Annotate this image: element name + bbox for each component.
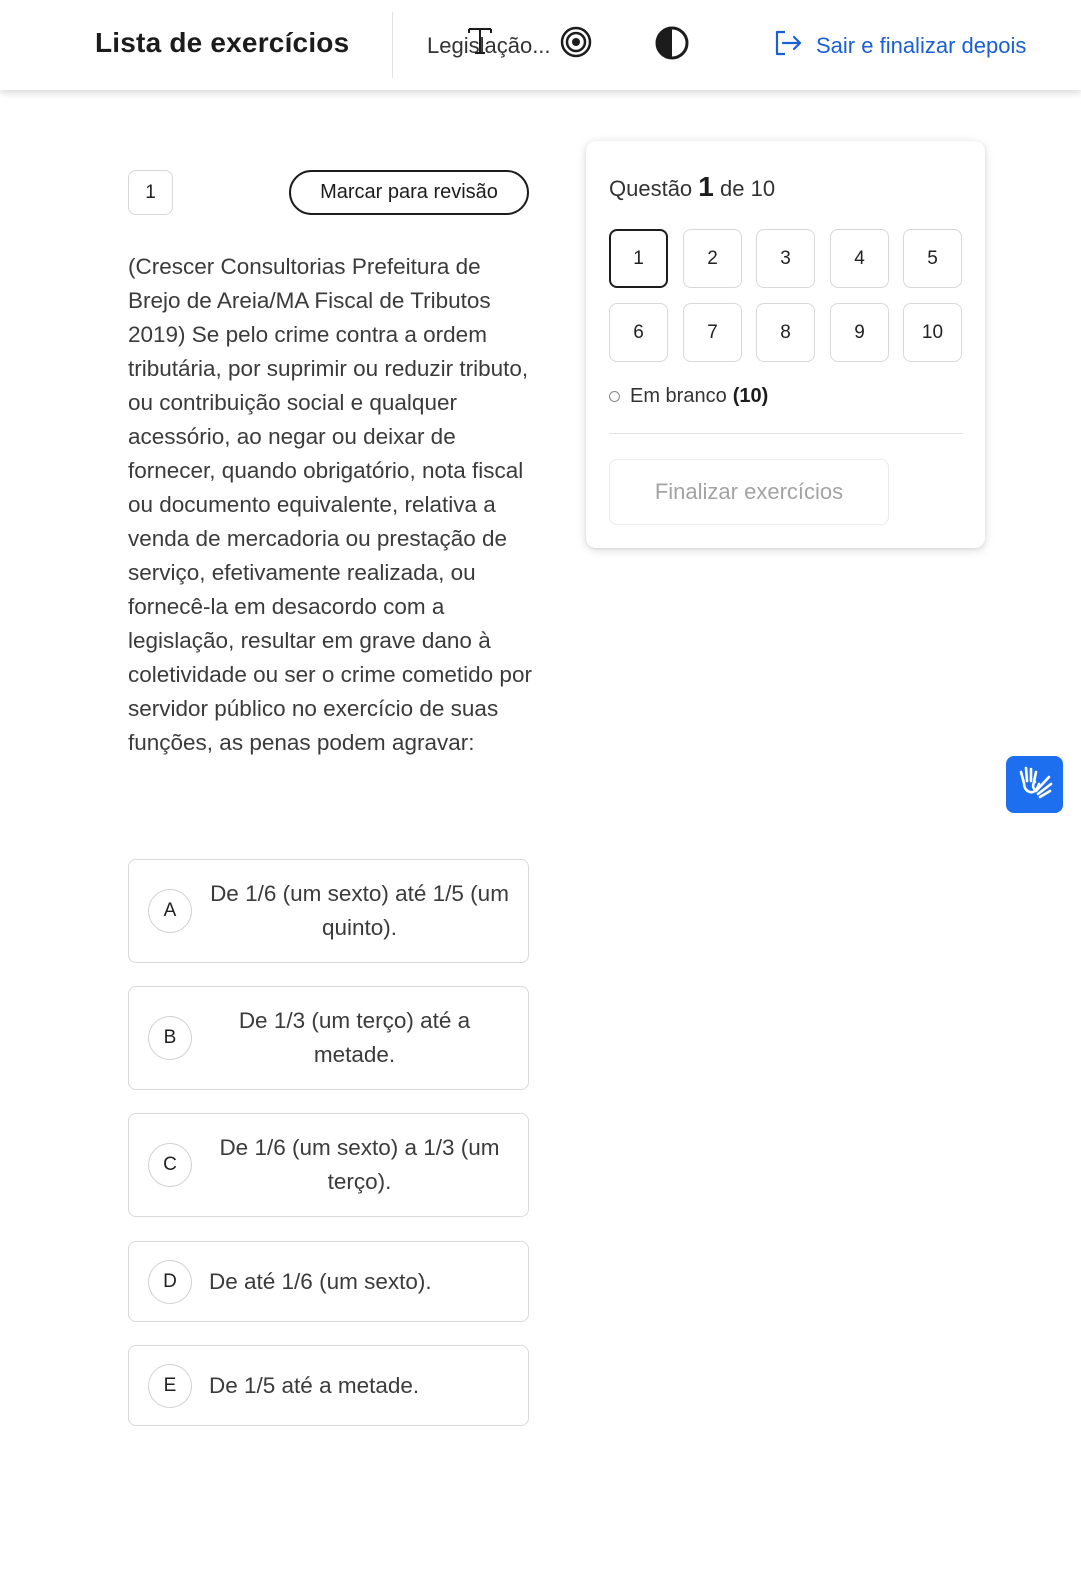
option-letter: C [148,1143,192,1187]
option-text: De 1/6 (um sexto) a 1/3 (um terço). [219,1135,500,1194]
exit-icon [772,27,816,65]
question-statement: (Crescer Consultorias Prefeitura de Brejo de Areia/MA Fiscal de Tributos 2019) Se pelo crime contra a ordem tributária, por suprimir ou reduzir tributo, ou contribuição social e qualquer acessório, ao negar ou deixar de fornecer, quando obrigatório, nota fiscal ou documento equivalente, relativa a venda de mercadoria ou prestação de serviço, efetivamente realizada, ou fornecê-la em desacordo com a legislação, resultar em grave dano à coletividade ou ser o crime cometido por servidor público no exercício de suas funções, as penas podem agravar: [128,254,532,755]
question-number: 1 [128,170,173,215]
option-e[interactable] [128,1345,529,1426]
option-letter: E [148,1364,192,1408]
question-button-5[interactable]: 5 [903,229,962,288]
page-title: Lista de exercícios [95,27,350,58]
option-letter: B [148,1016,192,1060]
header-divider [392,12,393,78]
sign-language-icon [1016,763,1054,806]
question-button-8[interactable]: 8 [756,303,815,362]
option-d[interactable] [128,1241,529,1322]
blank-label: Em branco [630,385,727,407]
question-button-6[interactable]: 6 [609,303,668,362]
exit-link[interactable] [772,30,1026,62]
option-c[interactable] [128,1113,529,1217]
counter-current: 1 [698,171,714,202]
question-button-7[interactable]: 7 [683,303,742,362]
top-header [0,0,1081,90]
subject-label: Legislação... [427,33,551,58]
question-button-4[interactable]: 4 [830,229,889,288]
question-navigator-panel [586,141,985,548]
question-button-3[interactable]: 3 [756,229,815,288]
question-button-1[interactable]: 1 [609,229,668,288]
question-button-9[interactable]: 9 [830,303,889,362]
question-counter [609,171,775,203]
finish-exercises-button[interactable]: Finalizar exercícios [609,459,889,525]
mark-review-button[interactable]: Marcar para revisão [289,170,529,215]
blank-legend [609,385,768,408]
option-b[interactable] [128,986,529,1090]
option-a[interactable] [128,859,529,963]
option-text: De 1/6 (um sexto) até 1/5 (um quinto). [210,881,509,940]
option-text: De até 1/6 (um sexto). [209,1268,432,1294]
counter-suffix: de 10 [720,176,776,201]
panel-divider [609,433,963,434]
option-letter: D [148,1260,192,1304]
question-button-2[interactable]: 2 [683,229,742,288]
question-button-10[interactable]: 10 [903,303,962,362]
exit-label: Sair e finalizar depois [816,33,1027,58]
contrast-icon[interactable] [655,26,689,60]
accessibility-button[interactable] [1006,756,1063,813]
option-text: De 1/5 até a metade. [209,1372,420,1398]
circle-icon [609,391,620,402]
blank-count: (10) [732,385,769,407]
target-icon[interactable] [560,26,592,58]
option-letter: A [148,889,192,933]
option-text: De 1/3 (um terço) até a metade. [238,1008,471,1067]
font-size-icon[interactable] [466,26,494,56]
counter-prefix: Questão [609,176,693,201]
